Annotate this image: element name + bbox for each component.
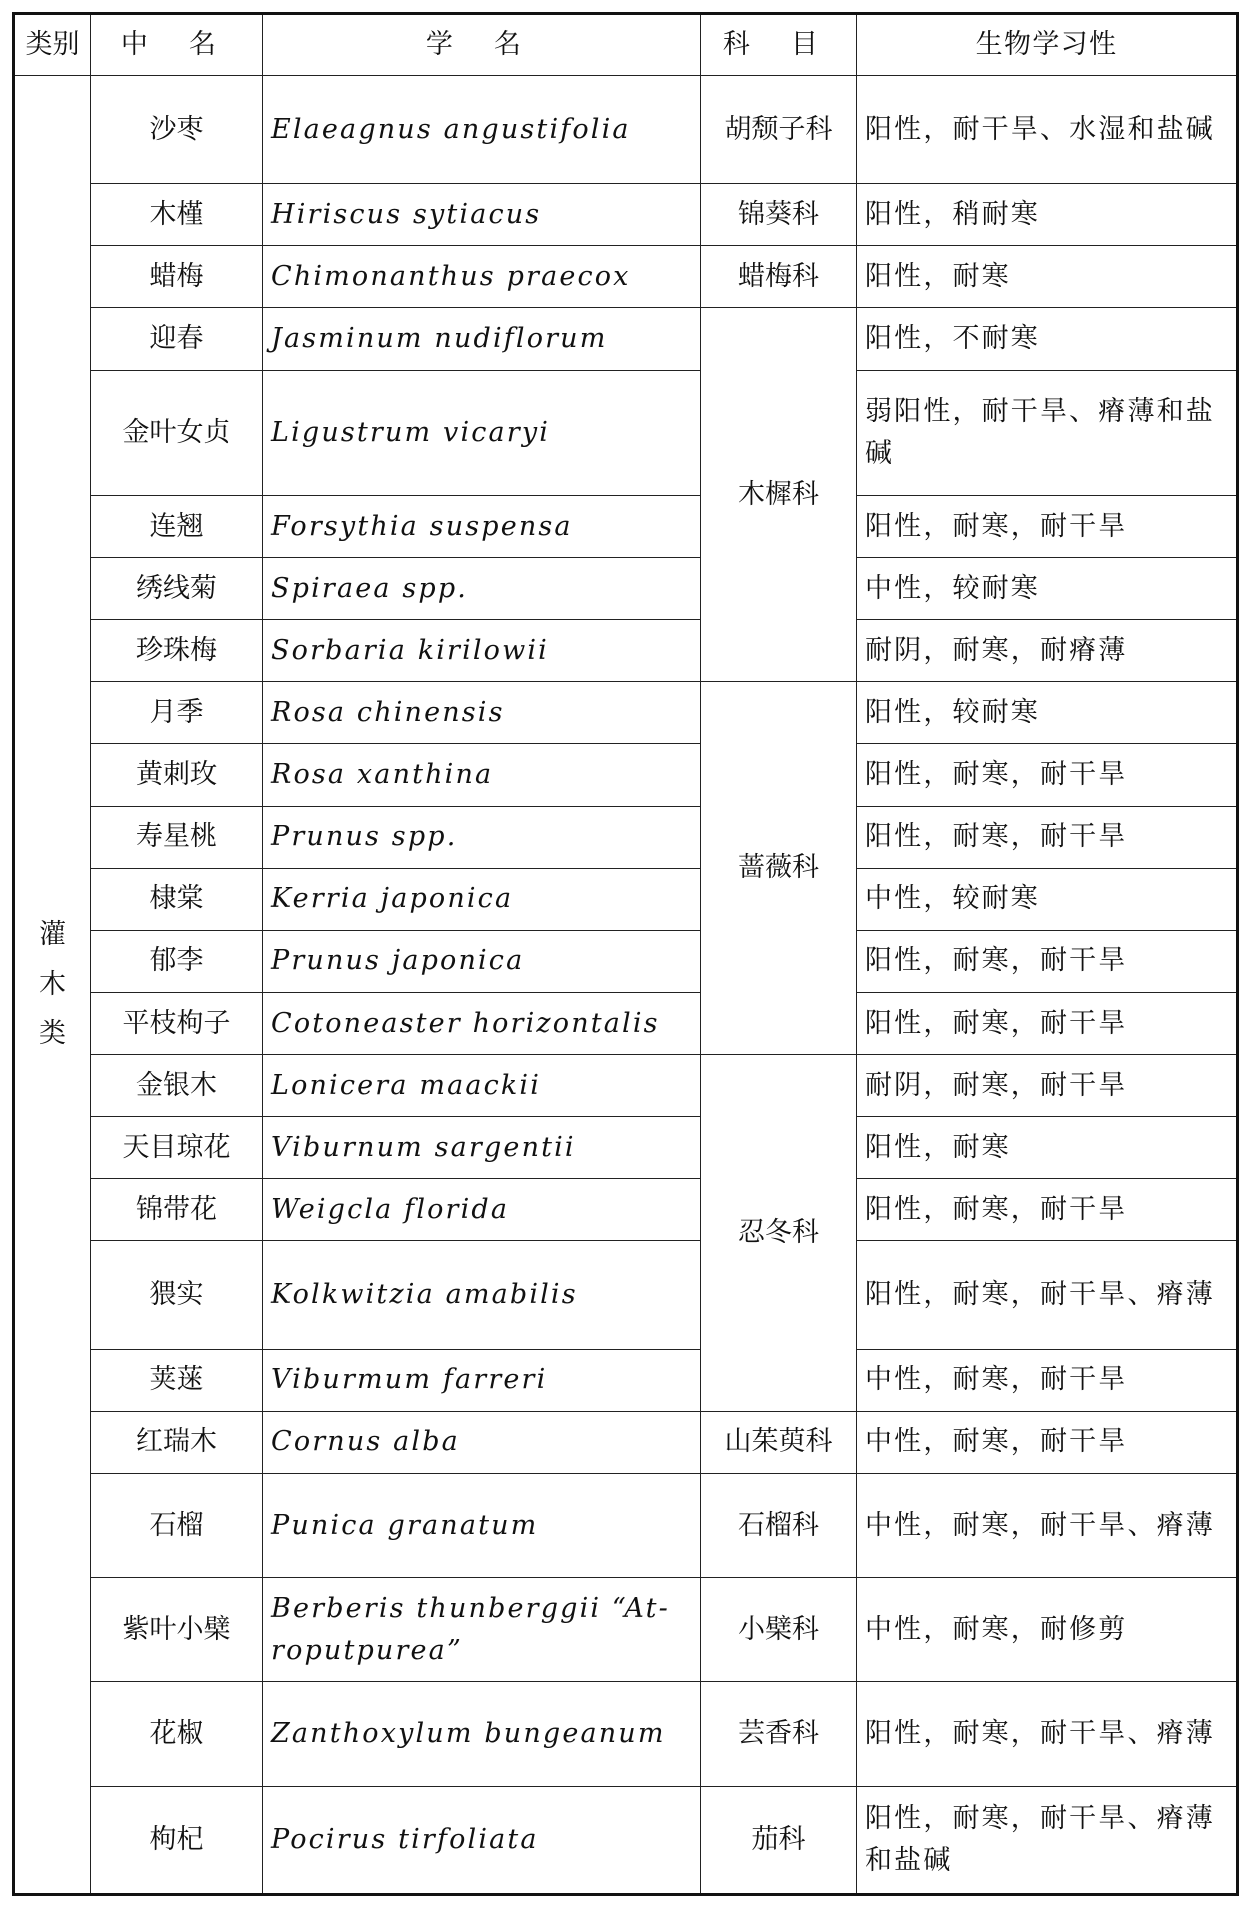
scientific-name-cell: Sorbaria kirilowii <box>263 620 701 682</box>
habit-cell: 阳性，不耐寒 <box>857 308 1238 370</box>
table-row <box>14 495 1238 557</box>
scientific-name-cell: Pocirus tirfoliata <box>263 1786 701 1894</box>
header-category: 类别 <box>14 14 91 76</box>
scientific-name-cell: Lonicera maackii <box>263 1055 701 1117</box>
family-cell: 茄科 <box>701 1786 857 1894</box>
habit-cell: 阳性，耐寒 <box>857 246 1238 308</box>
table-row <box>14 76 1238 184</box>
table-row <box>14 1179 1238 1241</box>
chinese-name-cell: 寿星桃 <box>91 806 263 868</box>
chinese-name-cell: 紫叶小檗 <box>91 1578 263 1682</box>
scientific-name-cell: Elaeagnus angustifolia <box>263 76 701 184</box>
chinese-name-cell: 珍珠梅 <box>91 620 263 682</box>
table-row <box>14 682 1238 744</box>
habit-cell: 阳性，耐寒，耐干旱 <box>857 495 1238 557</box>
category-char: 木 <box>39 968 66 1000</box>
table-row <box>14 308 1238 370</box>
habit-cell: 中性，耐寒，耐干旱 <box>857 1349 1238 1411</box>
habit-cell: 阳性，耐寒，耐干旱、瘠薄 <box>857 1682 1238 1786</box>
table-row <box>14 558 1238 620</box>
chinese-name-cell: 猥实 <box>91 1241 263 1349</box>
family-cell: 木樨科 <box>701 308 857 682</box>
chinese-name-cell: 黄刺玫 <box>91 744 263 806</box>
family-cell: 芸香科 <box>701 1682 857 1786</box>
chinese-name-cell: 平枝枸子 <box>91 992 263 1054</box>
chinese-name-cell: 红瑞木 <box>91 1411 263 1473</box>
table-row <box>14 1055 1238 1117</box>
family-cell: 蔷薇科 <box>701 682 857 1055</box>
chinese-name-cell: 绣线菊 <box>91 558 263 620</box>
scientific-name-cell: Ligustrum vicaryi <box>263 370 701 495</box>
table-row <box>14 868 1238 930</box>
family-cell: 山茱萸科 <box>701 1411 857 1473</box>
habit-cell: 阳性，耐寒，耐干旱 <box>857 744 1238 806</box>
chinese-name-cell: 月季 <box>91 682 263 744</box>
scientific-name-cell: Jasminum nudiflorum <box>263 308 701 370</box>
table-row <box>14 744 1238 806</box>
habit-cell: 中性，较耐寒 <box>857 868 1238 930</box>
habit-cell: 中性，耐寒，耐干旱 <box>857 1411 1238 1473</box>
chinese-name-cell: 石榴 <box>91 1473 263 1577</box>
chinese-name-cell: 郁李 <box>91 930 263 992</box>
family-cell: 蜡梅科 <box>701 246 857 308</box>
scientific-name-cell: Kolkwitzia amabilis <box>263 1241 701 1349</box>
chinese-name-cell: 金银木 <box>91 1055 263 1117</box>
habit-cell: 中性，较耐寒 <box>857 558 1238 620</box>
table-row <box>14 1117 1238 1179</box>
header-habit: 生物学习性 <box>857 14 1238 76</box>
scientific-name-cell: Viburnum sargentii <box>263 1117 701 1179</box>
habit-cell: 阳性，耐寒，耐干旱 <box>857 1179 1238 1241</box>
scientific-name-cell: Weigcla florida <box>263 1179 701 1241</box>
chinese-name-cell: 天目琼花 <box>91 1117 263 1179</box>
scientific-name-cell: Chimonanthus praecox <box>263 246 701 308</box>
habit-cell: 阳性，耐寒，耐干旱、瘠薄 <box>857 1241 1238 1349</box>
header-row <box>14 14 1238 76</box>
table-row <box>14 370 1238 495</box>
habit-cell: 阳性，耐寒 <box>857 1117 1238 1179</box>
category-char: 灌 <box>39 918 66 950</box>
table-row <box>14 1786 1238 1894</box>
table-row <box>14 1411 1238 1473</box>
family-cell: 忍冬科 <box>701 1055 857 1412</box>
habit-cell: 耐阴，耐寒，耐干旱 <box>857 1055 1238 1117</box>
chinese-name-cell: 沙枣 <box>91 76 263 184</box>
scientific-name-cell: Viburmum farreri <box>263 1349 701 1411</box>
table-row <box>14 246 1238 308</box>
category-cell <box>14 76 91 1895</box>
scientific-name-cell: Cornus alba <box>263 1411 701 1473</box>
habit-cell: 阳性，较耐寒 <box>857 682 1238 744</box>
habit-cell: 耐阴，耐寒，耐瘠薄 <box>857 620 1238 682</box>
scientific-name-cell: Prunus japonica <box>263 930 701 992</box>
chinese-name-cell: 金叶女贞 <box>91 370 263 495</box>
table-row <box>14 1473 1238 1577</box>
habit-cell: 阳性，稍耐寒 <box>857 184 1238 246</box>
table-row <box>14 930 1238 992</box>
table-row <box>14 1682 1238 1786</box>
scientific-name-cell: Forsythia suspensa <box>263 495 701 557</box>
chinese-name-cell: 棣棠 <box>91 868 263 930</box>
chinese-name-cell: 迎春 <box>91 308 263 370</box>
scientific-name-cell: Spiraea spp. <box>263 558 701 620</box>
habit-cell: 阳性，耐寒，耐干旱 <box>857 930 1238 992</box>
table-row <box>14 992 1238 1054</box>
table-row <box>14 1241 1238 1349</box>
table-row <box>14 1578 1238 1682</box>
scientific-name-cell: Kerria japonica <box>263 868 701 930</box>
plant-table <box>12 12 1239 1896</box>
table-row <box>14 184 1238 246</box>
habit-cell: 阳性，耐寒，耐干旱 <box>857 992 1238 1054</box>
family-cell: 胡颓子科 <box>701 76 857 184</box>
table-row <box>14 1349 1238 1411</box>
chinese-name-cell: 枸杞 <box>91 1786 263 1894</box>
scientific-name-cell: Rosa xanthina <box>263 744 701 806</box>
chinese-name-cell: 花椒 <box>91 1682 263 1786</box>
family-cell: 锦葵科 <box>701 184 857 246</box>
scientific-name-cell: Cotoneaster horizontalis <box>263 992 701 1054</box>
chinese-name-cell: 锦带花 <box>91 1179 263 1241</box>
table-row <box>14 806 1238 868</box>
habit-cell: 中性，耐寒，耐干旱、瘠薄 <box>857 1473 1238 1577</box>
habit-cell: 弱阳性，耐干旱、瘠薄和盐碱 <box>857 370 1238 495</box>
scientific-name-cell: Punica granatum <box>263 1473 701 1577</box>
family-cell: 石榴科 <box>701 1473 857 1577</box>
habit-cell: 中性，耐寒，耐修剪 <box>857 1578 1238 1682</box>
habit-cell: 阳性，耐寒，耐干旱、瘠薄和盐碱 <box>857 1786 1238 1894</box>
chinese-name-cell: 连翘 <box>91 495 263 557</box>
scientific-name-cell: Berberis thunberggii “At-roputpurea” <box>263 1578 701 1682</box>
chinese-name-cell: 蜡梅 <box>91 246 263 308</box>
header-family: 科 目 <box>701 14 857 76</box>
habit-cell: 阳性，耐干旱、水湿和盐碱 <box>857 76 1238 184</box>
chinese-name-cell: 荚蒾 <box>91 1349 263 1411</box>
category-char: 类 <box>39 1018 66 1050</box>
habit-cell: 阳性，耐寒，耐干旱 <box>857 806 1238 868</box>
chinese-name-cell: 木槿 <box>91 184 263 246</box>
family-cell: 小檗科 <box>701 1578 857 1682</box>
table-row <box>14 620 1238 682</box>
header-scientific-name: 学 名 <box>263 14 701 76</box>
scientific-name-cell: Zanthoxylum bungeanum <box>263 1682 701 1786</box>
header-chinese-name: 中 名 <box>91 14 263 76</box>
scientific-name-cell: Prunus spp. <box>263 806 701 868</box>
scientific-name-cell: Rosa chinensis <box>263 682 701 744</box>
scientific-name-cell: Hiriscus sytiacus <box>263 184 701 246</box>
